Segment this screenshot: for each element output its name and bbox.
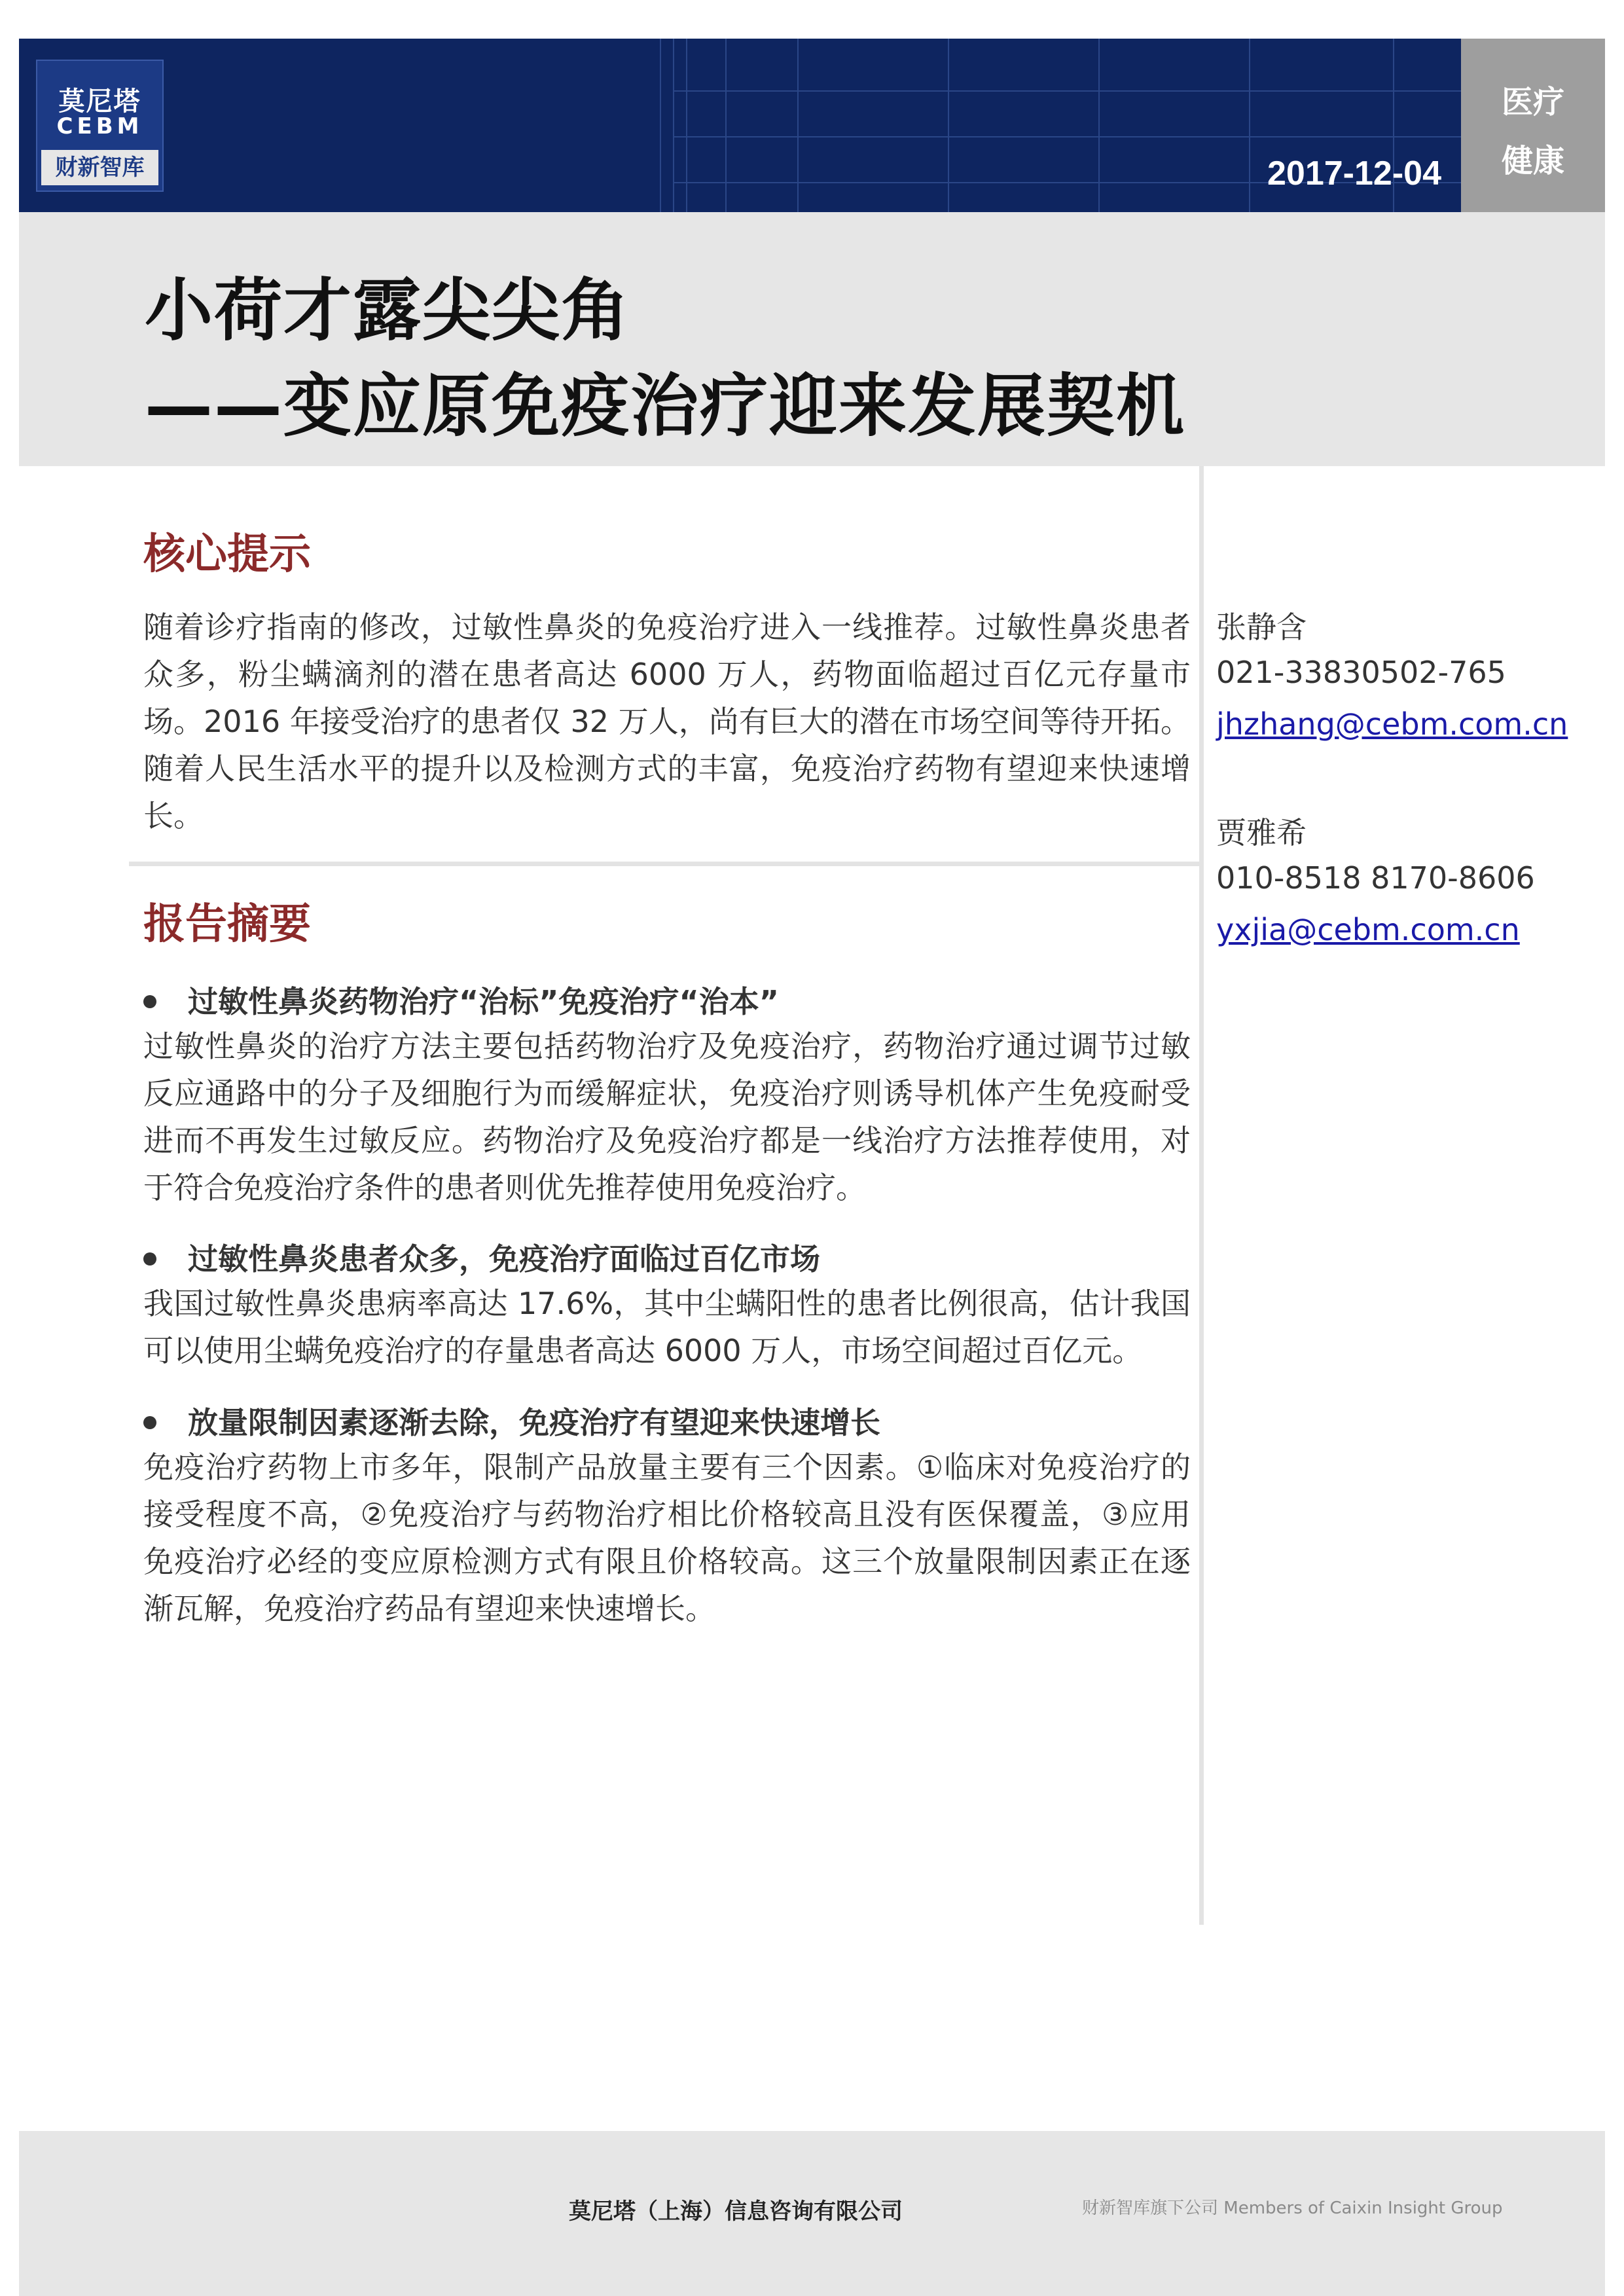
report-date: 2017-12-04 xyxy=(1267,155,1441,192)
summary-point-3-text: 免疫治疗药物上市多年，限制产品放量主要有三个因素。①临床对免疫治疗的接受程度不高，②免疫治疗与药物治疗相比价格较高且没有医保覆盖，③应用免疫治疗必经的变应原检测方式有限且价格较高。这三个放量限制因素正在逐渐瓦解，免疫治疗药品有望迎来快速增长。 xyxy=(143,1449,1191,1626)
footer-company: 莫尼塔（上海）信息咨询有限公司 xyxy=(569,2198,903,2225)
summary-point-3-title xyxy=(143,1399,880,1442)
analyst-2-phone: 010-8518 8170-8606 xyxy=(1216,860,1535,896)
logo-en-text: CEBM xyxy=(56,113,143,139)
analyst-1-email-link[interactable]: jhzhang@cebm.com.cn xyxy=(1216,706,1568,742)
summary-point-2-title xyxy=(143,1235,820,1279)
logo-sub-text: 财新智库 xyxy=(41,150,158,185)
core-paragraph: 随着诊疗指南的修改，过敏性鼻炎的免疫治疗进入一线推荐。过敏性鼻炎患者众多，粉尘螨滴剂的潜在患者高达 6000 万人，药物面临超过百亿元存量市场。2016 年接受治疗的患者仅 32 万人，尚有巨大的潜在市场空间等待开拓。随着人民生活水平的提升以及检测方式的丰富，免疫治疗药物有望迎来快速增长。 xyxy=(143,610,1191,833)
company-logo xyxy=(36,60,164,192)
summary-point-2-text: 我国过敏性鼻炎患病率高达 17.6%，其中尘螨阳性的患者比例很高，估计我国可以使用尘螨免疫治疗的存量患者高达 6000 万人，市场空间超过百亿元。 xyxy=(143,1286,1191,1368)
footer-group-text: 财新智库旗下公司 Members of Caixin Insight Group xyxy=(1082,2198,1503,2218)
page-footer xyxy=(19,2131,1605,2296)
core-heading: 核心提示 xyxy=(143,530,311,579)
analyst-1-phone: 021-33830502-765 xyxy=(1216,655,1506,690)
section-divider xyxy=(129,862,1199,866)
column-divider xyxy=(1199,466,1204,1925)
summary-point-1-title xyxy=(143,978,779,1021)
point-title-text: 过敏性鼻炎患者众多，免疫治疗面临过百亿市场 xyxy=(188,1241,820,1277)
sector-tag xyxy=(1461,39,1605,212)
bullet-icon xyxy=(143,1416,156,1429)
report-title: 小荷才露尖尖角 xyxy=(145,270,631,350)
title-band xyxy=(19,212,1605,466)
header-grid-decoration xyxy=(19,39,1461,212)
bullet-icon xyxy=(143,995,156,1008)
summary-point-1-text: 过敏性鼻炎的治疗方法主要包括药物治疗及免疫治疗，药物治疗通过调节过敏反应通路中的分子及细胞行为而缓解症状，免疫治疗则诱导机体产生免疫耐受进而不再发生过敏反应。药物治疗及免疫治疗都是一线治疗方法推荐使用，对于符合免疫治疗条件的患者则优先推荐使用免疫治疗。 xyxy=(143,1029,1191,1205)
sector-line-1: 医疗 xyxy=(1501,84,1564,120)
bullet-icon xyxy=(143,1252,156,1266)
analyst-1-name: 张静含 xyxy=(1216,610,1307,645)
sector-line-2: 健康 xyxy=(1501,143,1564,179)
analyst-2-email-link[interactable]: yxjia@cebm.com.cn xyxy=(1216,912,1520,947)
summary-heading: 报告摘要 xyxy=(143,900,311,949)
logo-cn-text: 莫尼塔 xyxy=(58,86,141,117)
analyst-2-name: 贾雅希 xyxy=(1216,815,1307,850)
report-header xyxy=(19,39,1461,212)
report-subtitle: ——变应原免疫治疗迎来发展契机 xyxy=(145,366,1186,446)
point-title-text: 放量限制因素逐渐去除，免疫治疗有望迎来快速增长 xyxy=(188,1405,880,1440)
point-title-text: 过敏性鼻炎药物治疗“治标”免疫治疗“治本” xyxy=(188,984,779,1019)
